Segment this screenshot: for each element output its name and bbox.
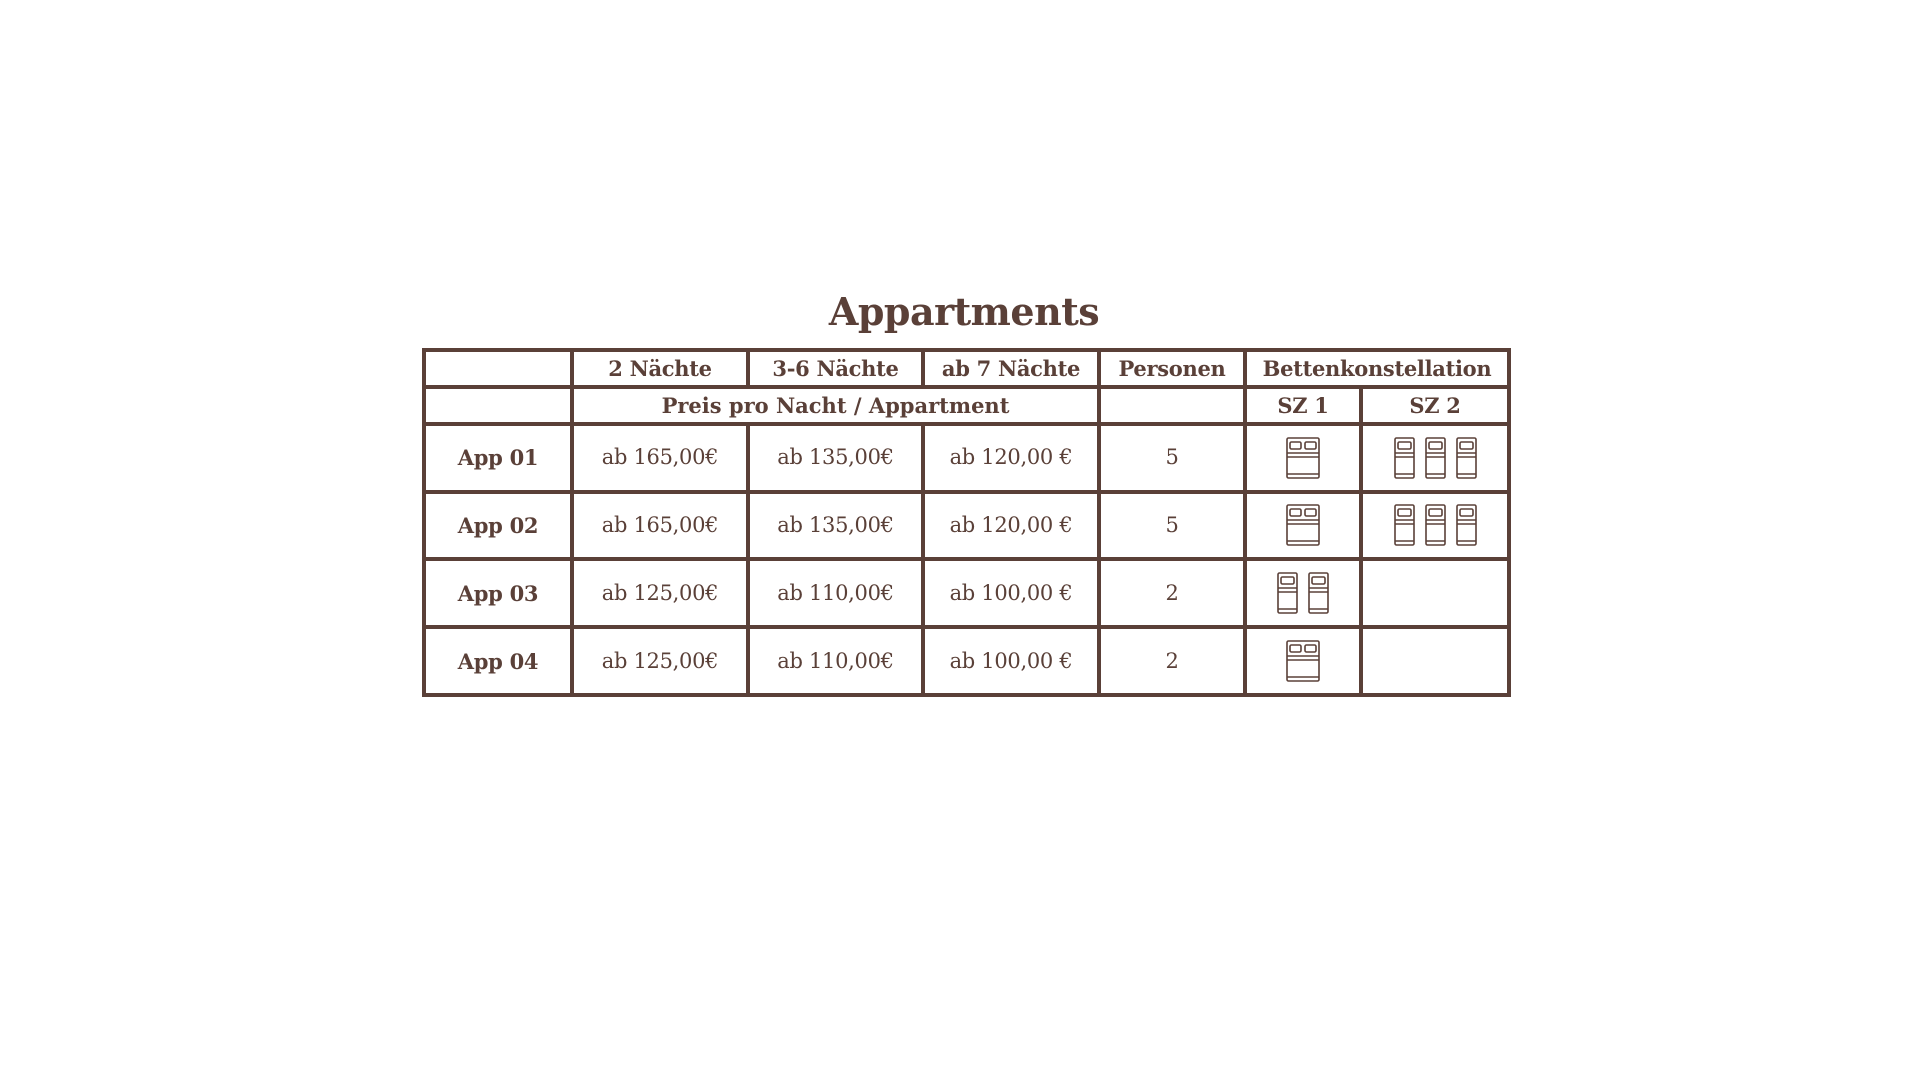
sz1-beds-cell — [1245, 627, 1361, 695]
sz2-beds-cell — [1361, 559, 1509, 627]
persons-count: 2 — [1099, 627, 1245, 695]
apartment-name: App 04 — [424, 627, 572, 695]
table-row — [424, 492, 1509, 560]
single-bed-icon — [1394, 437, 1415, 479]
single-bed-icon — [1277, 572, 1298, 614]
header-3-6-naechte: 3-6 Nächte — [748, 350, 923, 387]
table-row — [424, 627, 1509, 695]
sz1-beds-cell — [1245, 559, 1361, 627]
header-personen: Personen — [1099, 350, 1245, 387]
price-caption: Preis pro Nacht / Appartment — [572, 387, 1099, 424]
subheader-row — [424, 387, 1509, 424]
table-row — [424, 559, 1509, 627]
price-ab-7-naechte: ab 100,00 € — [923, 627, 1099, 695]
subheader-persons-blank — [1099, 387, 1245, 424]
price-2-naechte: ab 165,00€ — [572, 424, 748, 492]
single-bed-icon — [1456, 437, 1477, 479]
single-bed-icon — [1308, 572, 1329, 614]
subheader-corner-cell — [424, 387, 572, 424]
price-2-naechte: ab 125,00€ — [572, 559, 748, 627]
header-bettenkonstellation: Bettenkonstellation — [1245, 350, 1509, 387]
double-bed-icon — [1286, 640, 1320, 682]
header-row — [424, 350, 1509, 387]
sz2-beds-cell — [1361, 492, 1509, 560]
page-title: Appartments — [828, 289, 1100, 334]
price-2-naechte: ab 125,00€ — [572, 627, 748, 695]
double-bed-icon — [1286, 437, 1320, 479]
single-bed-icon — [1394, 504, 1415, 546]
price-3-6-naechte: ab 110,00€ — [748, 559, 923, 627]
price-table — [422, 348, 1511, 697]
price-ab-7-naechte: ab 100,00 € — [923, 559, 1099, 627]
price-ab-7-naechte: ab 120,00 € — [923, 424, 1099, 492]
single-bed-icon — [1425, 437, 1446, 479]
apartment-name: App 03 — [424, 559, 572, 627]
header-corner-cell — [424, 350, 572, 387]
apartment-name: App 02 — [424, 492, 572, 560]
sz2-beds-cell — [1361, 627, 1509, 695]
persons-count: 5 — [1099, 492, 1245, 560]
price-3-6-naechte: ab 110,00€ — [748, 627, 923, 695]
price-3-6-naechte: ab 135,00€ — [748, 424, 923, 492]
persons-count: 5 — [1099, 424, 1245, 492]
apartment-name: App 01 — [424, 424, 572, 492]
double-bed-icon — [1286, 504, 1320, 546]
sz2-beds-cell — [1361, 424, 1509, 492]
header-2-naechte: 2 Nächte — [572, 350, 748, 387]
table-row — [424, 424, 1509, 492]
price-3-6-naechte: ab 135,00€ — [748, 492, 923, 560]
sz1-beds-cell — [1245, 424, 1361, 492]
price-ab-7-naechte: ab 120,00 € — [923, 492, 1099, 560]
single-bed-icon — [1456, 504, 1477, 546]
header-ab-7-naechte: ab 7 Nächte — [923, 350, 1099, 387]
single-bed-icon — [1425, 504, 1446, 546]
price-2-naechte: ab 165,00€ — [572, 492, 748, 560]
persons-count: 2 — [1099, 559, 1245, 627]
header-sz2: SZ 2 — [1361, 387, 1509, 424]
header-sz1: SZ 1 — [1245, 387, 1361, 424]
sz1-beds-cell — [1245, 492, 1361, 560]
